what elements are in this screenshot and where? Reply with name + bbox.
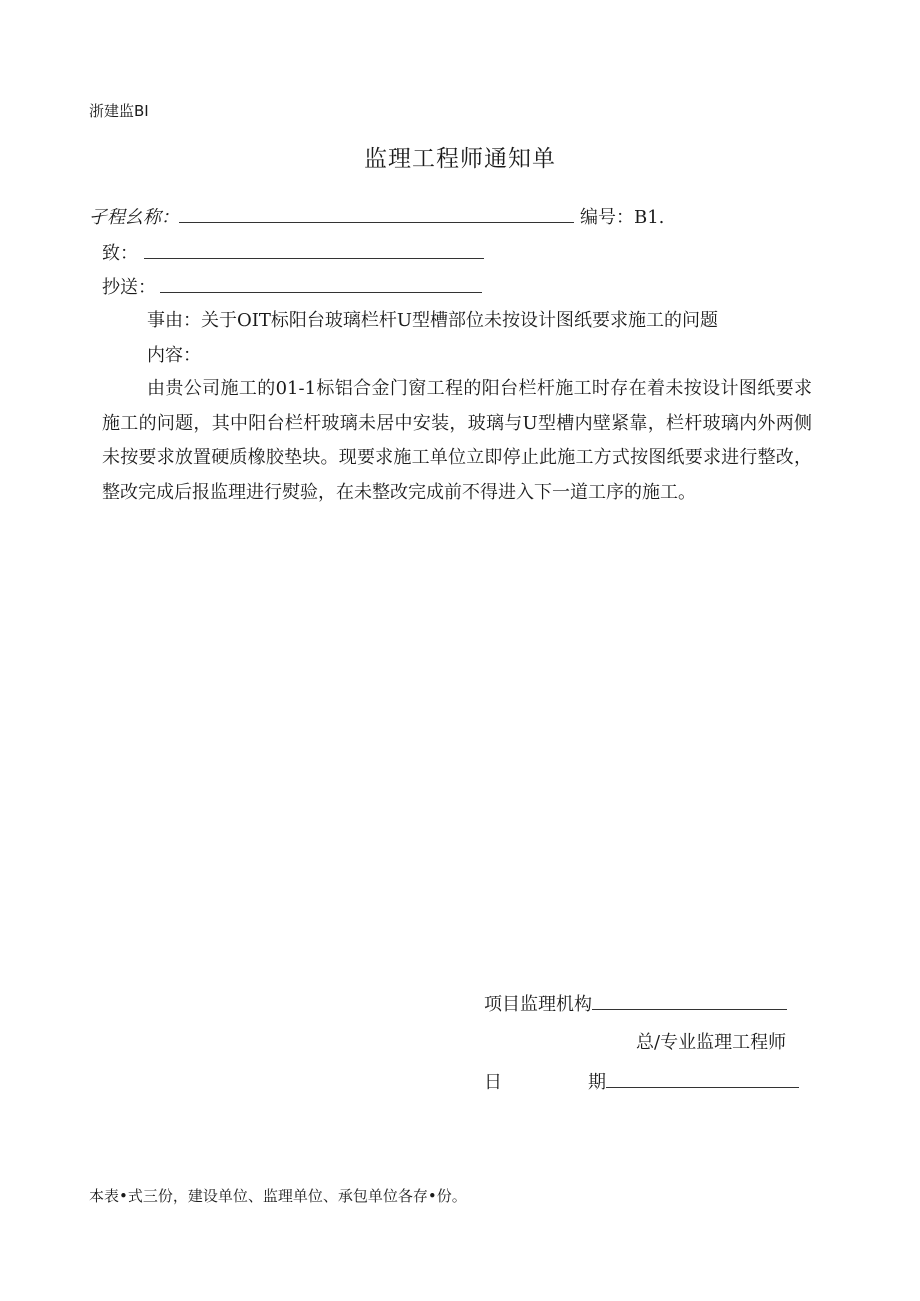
project-name-label: 孑程幺称： [89, 207, 179, 228]
cc-row [102, 273, 482, 299]
subject-line: 事由：关于OIT标阳台玻璃栏杆U型槽部位未按设计图纸要求施工的问题 [147, 310, 719, 331]
number-label: 编号：B1. [580, 207, 665, 228]
content-paragraph: 由贵公司施工的01-1标铝合金门窗工程的阳台栏杆施工时存在着未按设计图纸要求施工的问题，其中阳台栏杆玻璃未居中安装，玻璃与U型槽内壁紧靠，栏杆玻璃内外两侧未按要求放置硬质橡胶垫块。现要求施工单位立即停止此施工方式按图纸要求进行整改，整改完成后报监理进行熨验，在未整改完成前不得进入下一道工序的施工。 [102, 378, 812, 503]
content-label: 内容： [147, 345, 201, 366]
to-field[interactable] [144, 244, 484, 259]
project-name-field[interactable] [179, 208, 574, 223]
org-field[interactable] [592, 995, 787, 1010]
cc-field[interactable] [160, 278, 482, 293]
date-label-1: 日 [484, 1072, 502, 1093]
document-title: 监理工程师通知单 [364, 146, 556, 172]
project-name-row [89, 203, 574, 229]
cc-label: 抄送： [102, 277, 156, 298]
date-label-2: 期 [588, 1072, 606, 1093]
org-label: 项目监理机构 [484, 994, 592, 1015]
date-field[interactable] [606, 1073, 799, 1088]
to-row [102, 239, 484, 265]
number-row [580, 203, 664, 229]
form-code: 浙建监BI [89, 102, 149, 120]
footer-note: 本表•式三份，建设单位、监理单位、承包单位各存•份。 [89, 1187, 467, 1205]
to-label: 致： [102, 243, 138, 264]
org-row [484, 990, 787, 1016]
date-row [484, 1068, 799, 1094]
engineer-label: 总/专业监理工程师 [636, 1032, 787, 1053]
